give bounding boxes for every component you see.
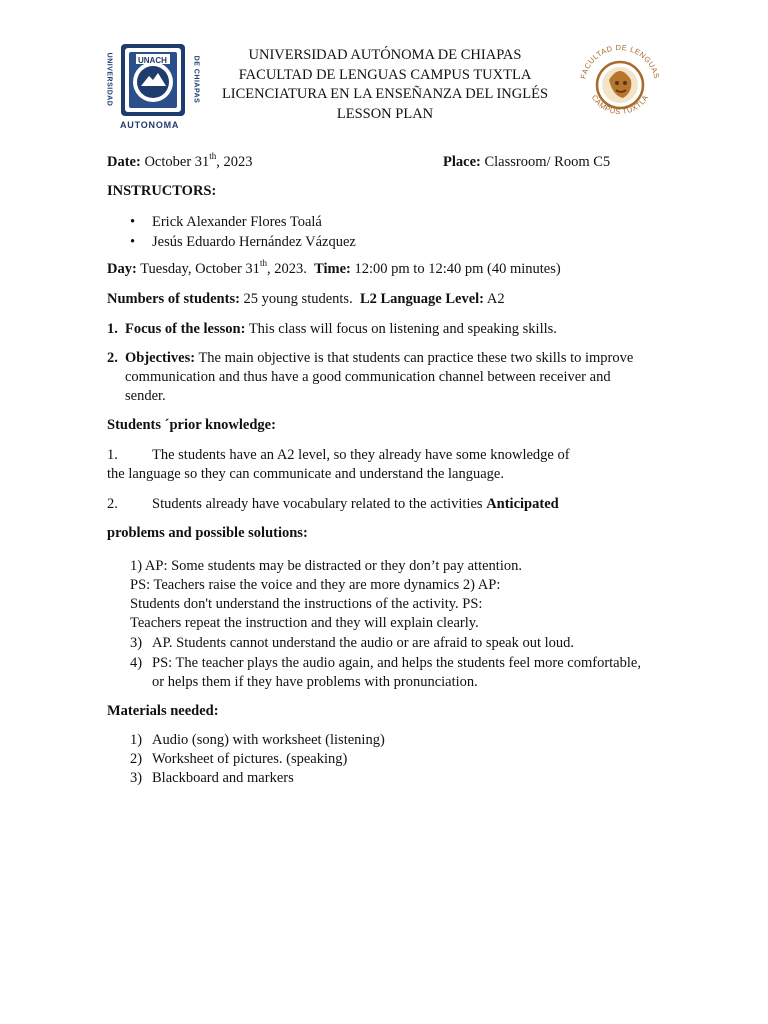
unach-logo bbox=[100, 40, 200, 135]
date-suffix: th bbox=[209, 151, 217, 162]
problems-item-text: PS: The teacher plays the audio again, and helps the students feel more comfortable, bbox=[152, 655, 641, 671]
materials-item-text: Audio (song) with worksheet (listening) bbox=[152, 732, 385, 748]
place-line bbox=[443, 154, 610, 171]
day-value: Tuesday, October 31 bbox=[140, 261, 260, 277]
prior-item-text: Students already have vocabulary related to the activities bbox=[152, 496, 483, 512]
problems-item-number: 4) bbox=[130, 655, 143, 671]
students-line bbox=[107, 291, 505, 308]
objectives-text-2: communication and thus have a good communication channel between receiver and bbox=[125, 369, 611, 385]
header-lesson-plan: LESSON PLAN bbox=[336, 105, 434, 122]
header-program: LICENCIATURA EN LA ENSEÑANZA DEL INGLÉS bbox=[221, 86, 549, 102]
materials-item-number: 2) bbox=[130, 751, 143, 767]
materials-item-text: Blackboard and markers bbox=[152, 770, 294, 786]
objectives-text-3: sender. bbox=[125, 388, 166, 404]
day-label: Day: bbox=[107, 261, 137, 277]
logo-right-side-text: DE CHIAPAS bbox=[192, 55, 200, 104]
facultad-seal-icon bbox=[575, 40, 665, 130]
date-line bbox=[107, 151, 253, 171]
instructors-heading: INSTRUCTORS: bbox=[107, 183, 217, 199]
level-label: L2 Language Level: bbox=[359, 291, 485, 307]
instructor-name: Erick Alexander Flores Toalá bbox=[152, 214, 322, 230]
objectives-line-1 bbox=[125, 350, 633, 367]
header-faculty: FACULTAD DE LENGUAS CAMPUS TUXTLA bbox=[238, 66, 532, 83]
day-time-line bbox=[107, 258, 561, 278]
logo-left-bottom-text: AUTONOMA bbox=[120, 120, 180, 130]
prior-knowledge-heading: Students ´prior knowledge: bbox=[107, 417, 276, 433]
students-value: 25 young students. bbox=[243, 291, 353, 307]
materials-item-text: Worksheet of pictures. (speaking) bbox=[152, 751, 348, 767]
prior-item-number: 2. bbox=[107, 496, 118, 512]
time-value: 12:00 pm to 12:40 pm (40 minutes) bbox=[354, 261, 561, 277]
date-value: October 31 bbox=[144, 154, 210, 170]
day-suffix: th bbox=[259, 258, 267, 269]
header-university: UNIVERSIDAD AUTÓNOMA DE CHIAPAS bbox=[248, 47, 522, 63]
problems-heading: problems and possible solutions: bbox=[107, 525, 308, 541]
level-value: A2 bbox=[486, 291, 505, 307]
students-label: Numbers of students: bbox=[107, 291, 240, 307]
prior-item-text: The students have an A2 level, so they already have some knowledge of bbox=[152, 447, 570, 463]
focus-label: Focus of the lesson: bbox=[125, 321, 246, 337]
objectives-number: 2. bbox=[107, 350, 118, 366]
problems-line: 1) AP: Some students may be distracted or they don’t pay attention. bbox=[130, 558, 522, 574]
bullet-icon: • bbox=[130, 214, 136, 230]
materials-item-number: 1) bbox=[130, 732, 143, 748]
prior-item-number: 1. bbox=[107, 447, 118, 463]
problems-item-text: or helps them if they have problems with pronunciation. bbox=[152, 674, 478, 690]
problems-line: Teachers repeat the instruction and they will explain clearly. bbox=[130, 615, 479, 631]
prior-item-2-line bbox=[152, 496, 559, 513]
logo-right-top-text: FACULTAD DE LENGUAS bbox=[578, 42, 662, 80]
problems-line: Students don't understand the instructions of the activity. PS: bbox=[130, 596, 483, 612]
focus-text: This class will focus on listening and speaking skills. bbox=[248, 321, 557, 337]
objectives-text-1: The main objective is that students can practice these two skills to improve bbox=[198, 350, 634, 366]
day-year: , 2023. bbox=[266, 261, 307, 277]
place-label: Place: bbox=[443, 154, 481, 170]
logo-right-bottom-text: CAMPUS TUXTLA bbox=[589, 93, 651, 117]
place-value: Classroom/ Room C5 bbox=[484, 154, 611, 170]
objectives-label: Objectives: bbox=[125, 350, 196, 366]
facultad-lenguas-logo bbox=[575, 40, 665, 130]
logo-left-badge: UNACH bbox=[138, 56, 167, 65]
materials-item-number: 3) bbox=[130, 770, 143, 786]
focus-line bbox=[125, 321, 557, 338]
time-label: Time: bbox=[314, 261, 351, 277]
bullet-icon: • bbox=[130, 234, 136, 250]
instructor-name: Jesús Eduardo Hernández Vázquez bbox=[152, 234, 356, 250]
prior-item-text: the language so they can communicate and understand the language. bbox=[107, 466, 504, 482]
materials-heading: Materials needed: bbox=[107, 703, 219, 719]
date-label: Date: bbox=[107, 154, 141, 170]
problems-item-number: 3) bbox=[130, 635, 143, 651]
logo-left-side-text: UNIVERSIDAD bbox=[105, 52, 113, 107]
problems-item-text: AP. Students cannot understand the audio or are afraid to speak out loud. bbox=[152, 635, 575, 651]
anticipated-label: Anticipated bbox=[486, 496, 559, 512]
focus-number: 1. bbox=[107, 321, 118, 337]
date-year: , 2023 bbox=[216, 154, 253, 170]
problems-line: PS: Teachers raise the voice and they are more dynamics 2) AP: bbox=[130, 577, 501, 593]
document-header bbox=[200, 46, 570, 124]
